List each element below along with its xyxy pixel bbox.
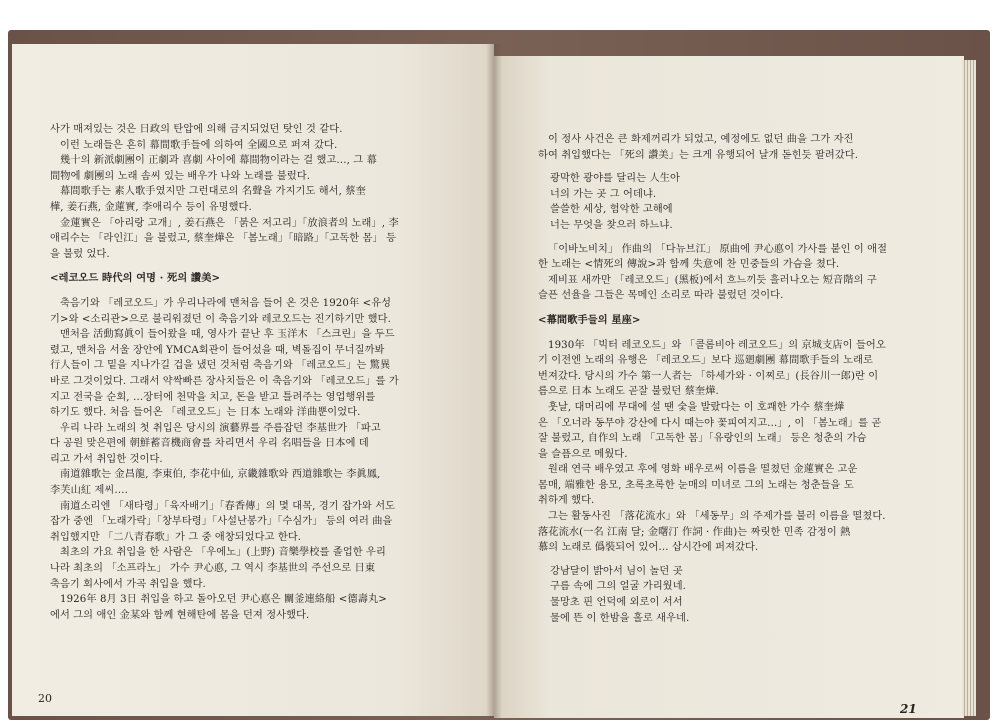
left-page-text [50, 122, 470, 623]
text-line: 南道소리엔 「새타령」「육자배기」「春香傳」의 몇 대목, 경기 잡가와 서도 [60, 500, 396, 512]
lyric-line: 너의 가는 곳 그 어데냐. [550, 188, 657, 200]
text-line: 리고 가서 취입한 것이다. [50, 453, 163, 465]
text-line: 間物에 劇團의 노래 솜씨 있는 배우가 나와 노래를 불렀다. [50, 170, 311, 182]
text-line: 하기도 했다. 처음 들어온 「레코오드」는 日本 노래와 洋曲뿐이었다. [50, 407, 361, 419]
text-line: 우리 나라 노래의 첫 취입은 당시의 演藝界를 주름잡던 李基世가 「파고 [60, 422, 381, 434]
text-line: 기 이전엔 노래의 유행은 「레코오드」보다 巡廻劇團 幕間歌手들의 노래로 [538, 355, 874, 367]
text-line: 몸매, 端雅한 용모, 초록초록한 눈매의 미녀로 그의 노래는 청춘들을 도 [538, 479, 854, 491]
text-line: 落花流水(一名 江南 달; 金曙汀 作詞 · 作曲)는 짜릿한 민족 감정이 熱 [538, 526, 851, 538]
text-line: 李芙山紅 제씨…. [50, 485, 128, 497]
text-line: 1930年 「빅터 레코오드」와 「콜롬비아 레코오드」의 京城支店이 들어오 [548, 339, 886, 351]
text-line: 그는 활동사진 「落花流水」와 「세동무」의 주제가를 불러 이름을 떨쳤다. [548, 511, 886, 523]
text-line: 바로 그것이었다. 그래서 약싹빠른 장사치들은 이 축음기와 「레코오드」를 가 [50, 375, 399, 387]
text-line: 行人들이 그 밑을 지나가길 겁을 냈던 것처럼 축음기와 「레코오드」는 驚異 [50, 360, 391, 372]
lyric-line: 물에 뜬 이 한밤을 홀로 새우네. [550, 612, 690, 624]
text-line: 樺, 姜石燕, 金蓮實, 李애리수 등이 유명했다. [50, 201, 252, 213]
text-line: 幕間歌手는 素人歌手였지만 그런대로의 名聲을 가지기도 해서, 蔡奎 [60, 186, 366, 198]
lyric-line: 강남달이 밝아서 님이 놀던 곳 [550, 565, 683, 577]
spacer [538, 556, 948, 564]
text-line: 나라 최초의 「소프라노」 가수 尹心悳, 그 역시 李基世의 주선으로 日東 [50, 563, 376, 575]
text-line: 사가 매져있는 것은 日政의 탄압에 의해 금지되었던 탓인 것 같다. [50, 124, 343, 135]
text-line: 원래 연극 배우였고 후에 영화 배우로써 이름을 떨쳤던 金蓮實은 고운 [548, 464, 858, 476]
text-line: 취입했지만 「二八青春歌」가 그 중 애창되었다고 한다. [50, 531, 302, 543]
text-line: 金蓮實은 「아리랑 고개」, 姜石燕은 「붉은 저고리」「放浪者의 노래」, 李 [60, 217, 399, 229]
spacer [538, 234, 948, 242]
text-line: 다 공원 맞은편에 朝鮮蓄音機商會를 차리면서 우리 名唱들을 日本에 데 [50, 438, 369, 450]
text-line: 최초의 가요 취입을 한 사람은 「우에노」(上野) 音樂學校를 졸업한 우리 [60, 547, 386, 559]
text-line: 름으로 日本 노래도 곧잘 불렀던 蔡奎燁. [538, 386, 719, 398]
text-line: 잘 불렀고, 自作의 노래 「고독한 몸」「유랑인의 노래」 등은 청춘의 가슴 [538, 433, 867, 445]
text-line: 축음기와 「레코오드」가 우리나라에 맨처음 들어 온 것은 1920年 <유성 [60, 297, 392, 309]
text-line: 제비표 새까만 「레코오드」(黑板)에서 흐느끼듯 흘러나오는 短音階의 구 [548, 274, 877, 286]
lyric-line: 너는 무엇을 찾으러 하느냐. [550, 219, 673, 231]
text-line: 지고 전국을 순회, …장터에 천막을 치고, 돈을 받고 틀려주는 영업행위를 [50, 391, 376, 403]
text-line: 슬픈 선율을 그들은 목메인 소리로 따라 불렀던 것이다. [538, 290, 784, 302]
text-line: 을 슬픔으로 메웠다. [538, 448, 628, 460]
text-line: 「이바노비치」 作曲의 「다뉴브江」 原曲에 尹心悳이 가사를 붙인 이 애절 [548, 243, 888, 255]
text-line: 잡가 중엔 「노래가락」「창부타령」「사설난봉가」「수심가」 등의 여러 曲을 [50, 516, 393, 528]
section-heading: <레코오드 時代의 여명 · 死의 讚美> [50, 272, 221, 285]
text-line: 에서 그의 애인 金某와 함께 현해탄에 몸을 던져 정사했다. [50, 609, 310, 621]
text-line: 취하게 했다. [538, 495, 595, 507]
book-gutter [486, 44, 502, 718]
page-edges [962, 60, 976, 716]
text-line: 幾十의 新派劇團이 正劇과 喜劇 사이에 幕間物이라는 걸 했고…, 그 幕 [60, 155, 377, 167]
lyric-line: 쓸쓸한 세상, 험악한 고해에 [550, 204, 673, 216]
lyric-line: 광막한 광야를 달리는 人生아 [550, 173, 680, 185]
text-line: 축음기 회사에서 가곡 취입을 했다. [50, 578, 206, 590]
text-line: 기>와 <소리관>으로 불리워졌던 이 축음기와 레코오드는 진기하기만 했다. [50, 313, 391, 325]
lyric-line: 물망초 핀 언덕에 외로이 서서 [550, 597, 683, 609]
lyric-line: 구름 속에 그의 얼굴 가리웠네. [550, 581, 686, 593]
page-number-right: 21 [900, 702, 917, 716]
text-line: 하여 취입했다는 「死의 讚美」는 크게 유행되어 날개 돋힌듯 팔려갔다. [538, 149, 859, 161]
text-line: 이 정사 사건은 큰 화제꺼리가 되었고, 예정에도 없던 曲을 그가 자진 [548, 134, 854, 145]
spacer [538, 163, 948, 171]
section-heading: <幕間歌手들의 星座> [538, 313, 641, 326]
page-number-left: 20 [38, 692, 52, 705]
text-line: 훗날, 대머리에 무대에 설 땐 숯을 발랐다는 이 호쾌한 가수 蔡奎燁 [548, 401, 845, 413]
text-line: 慕의 노래로 僞裝되어 있어… 삽시간에 퍼져갔다. [538, 542, 759, 554]
text-line: 南道雜歌는 金昌龍, 李東伯, 李花中仙, 京畿雜歌와 西道雜歌는 李眞鳳, [60, 469, 381, 481]
right-page-text [538, 132, 948, 626]
text-line: 애리수는 「라인江」을 불렀고, 蔡奎燁은 「봄노래」「暗路」「고독한 몸」 등 [50, 233, 397, 245]
text-line: 한 노래는 <情死의 傳說>과 함께 失意에 찬 민중들의 가슴을 쳤다. [538, 259, 840, 271]
text-line: 번져갔다. 당시의 가수 第一人者는 「하세가와 · 이찌로」(長谷川一郎)란 이 [538, 370, 879, 382]
text-line: 은 「오너라 동무야 강산에 다시 때는야 꽃피여지고…」, 이 「봄노래」를 곧 [538, 417, 882, 429]
text-line: 1926年 8月 3日 취입을 하고 돌아오던 尹心悳은 關釜連絡船 <德壽丸> [60, 594, 387, 606]
text-line: 맨처음 活動寫眞이 들어왔을 때, 영사가 끝난 후 玉洋木 「스크린」을 두드 [60, 329, 395, 341]
text-line: 을 불렀 었다. [50, 248, 110, 260]
text-line: 이런 노래들은 흔히 幕間歌手들에 의하여 全國으로 퍼져 갔다. [60, 139, 338, 151]
text-line: 렸고, 맨처음 서울 장안에 YMCA회관이 들어섰을 때, 벽돌집이 무너질까봐 [50, 344, 385, 356]
